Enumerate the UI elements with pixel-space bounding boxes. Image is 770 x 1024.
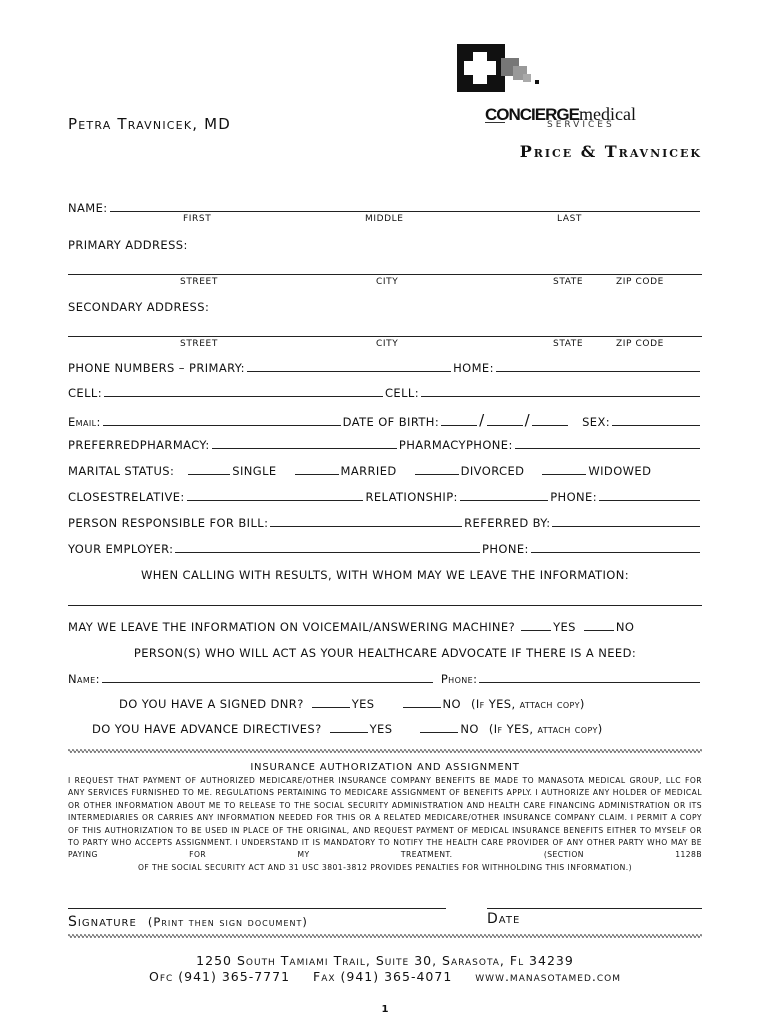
directives-yes-field[interactable] — [330, 732, 368, 733]
footer-website[interactable]: www.manasotamed.com — [475, 969, 621, 984]
dnr-no-label: NO — [442, 697, 461, 711]
single-label: SINGLE — [232, 464, 277, 478]
cell-label-2: CELL: — [385, 386, 419, 400]
voicemail-yes-label: YES — [553, 620, 576, 634]
insurance-title: INSURANCE AUTHORIZATION AND ASSIGNMENT — [250, 762, 520, 773]
email-field[interactable] — [103, 425, 341, 426]
logo — [455, 44, 655, 139]
phone-primary-label: PHONE NUMBERS – PRIMARY: — [68, 361, 245, 375]
sex-field[interactable] — [612, 425, 700, 426]
signature-field[interactable] — [68, 908, 446, 909]
calling-label: WHEN CALLING WITH RESULTS, WITH WHOM MAY WE LEAVE THE INFORMATION: — [140, 568, 630, 582]
pharmacy-phone-label: PHARMACYPHONE: — [398, 438, 513, 452]
voicemail-yes-field[interactable] — [521, 630, 551, 631]
secondary-address-field[interactable] — [68, 336, 702, 337]
primary-address-field[interactable] — [68, 274, 702, 275]
referred-field[interactable] — [552, 526, 700, 527]
footer-fax: Fax (941) 365-4071 — [313, 969, 453, 984]
married-label: MARRIED — [340, 464, 397, 478]
first-label: FIRST — [183, 214, 212, 224]
street-label: STREET — [180, 277, 218, 287]
zip-label: ZIP CODE — [616, 339, 664, 349]
phone-primary-field[interactable] — [247, 371, 451, 372]
brand-bold: CONCIERGE — [485, 105, 579, 124]
insurance-text — [68, 775, 702, 874]
married-field[interactable] — [295, 474, 339, 475]
name-field[interactable] — [110, 211, 700, 212]
dob-label: DATE OF BIRTH: — [342, 415, 440, 429]
city-label: CITY — [376, 339, 399, 349]
middle-label: MIDDLE — [365, 214, 404, 224]
advocate-phone-label: Phone: — [440, 672, 478, 686]
date-field[interactable] — [487, 908, 702, 909]
directives-yes-label: YES — [369, 722, 393, 736]
relationship-field[interactable] — [460, 500, 548, 501]
voicemail-no-label: NO — [615, 620, 635, 634]
employer-field[interactable] — [175, 552, 480, 553]
referred-label: REFERRED BY: — [464, 516, 551, 530]
cell-field-1[interactable] — [104, 396, 383, 397]
directives-label: DO YOU HAVE ADVANCE DIRECTIVES? — [92, 722, 322, 736]
dnr-no-field[interactable] — [403, 707, 441, 708]
pharmacy-label: PREFERREDPHARMACY: — [68, 438, 210, 452]
pharmacy-phone-field[interactable] — [515, 448, 700, 449]
employer-phone-label: PHONE: — [482, 542, 529, 556]
closest-relative-label: CLOSESTRELATIVE: — [68, 490, 185, 504]
name-label: NAME: — [68, 201, 108, 215]
page-number: 1 — [381, 1004, 389, 1015]
relative-phone-label: PHONE: — [550, 490, 597, 504]
email-label: Email: — [68, 415, 101, 429]
insurance-last-line: OF THE SOCIAL SECURITY ACT AND 31 USC 3801-3812 PROVIDES PENALTIES FOR WITHHOLDING THIS INFORMATION.) — [137, 862, 633, 872]
footer-office-phone: Ofc (941) 365-7771 — [148, 969, 291, 984]
brand-light: medical — [578, 104, 636, 124]
medical-cross-icon — [457, 44, 547, 102]
footer-address: 1250 South Tamiami Trail, Suite 30, Sarasota, Fl 34239 — [196, 953, 574, 968]
street-label: STREET — [180, 339, 218, 349]
secondary-address-label: SECONDARY ADDRESS: — [68, 300, 210, 314]
date-label: Date — [487, 911, 521, 927]
responsible-label: PERSON RESPONSIBLE FOR BILL: — [68, 516, 269, 530]
dnr-yes-field[interactable] — [312, 707, 350, 708]
dob-day-field[interactable] — [487, 425, 523, 426]
divorced-label: DIVORCED — [460, 464, 525, 478]
wavy-divider — [68, 933, 702, 938]
dob-month-field[interactable] — [441, 425, 477, 426]
primary-address-label: PRIMARY ADDRESS: — [68, 238, 188, 252]
wavy-divider — [68, 748, 702, 753]
single-field[interactable] — [188, 474, 230, 475]
directives-no-label: NO — [460, 722, 479, 736]
voicemail-label: MAY WE LEAVE THE INFORMATION ON VOICEMAIL/ANSWERING MACHINE? — [68, 620, 516, 634]
signature-note: (Print then sign document) — [147, 915, 308, 929]
responsible-field[interactable] — [270, 526, 462, 527]
dob-slash: / — [524, 411, 531, 429]
advocate-phone-field[interactable] — [479, 682, 700, 683]
employer-phone-field[interactable] — [531, 552, 700, 553]
doctor-name: Petra Travnicek, MD — [68, 115, 232, 133]
practice-name: Price & Travnicek — [519, 142, 702, 161]
zip-label: ZIP CODE — [616, 277, 664, 287]
insurance-paragraph: I REQUEST THAT PAYMENT OF AUTHORIZED MEDICARE/OTHER INSURANCE COMPANY BENEFITS BE MADE TO MANASOTA MEDICAL GROUP, LLC FOR ANY SERVICES FURNISHED TO ME. REGULATIONS PERTAINING TO MEDICARE ASSIGNMENT OF BENEFITS APPLY. I AUTHORIZE ANY HOLDER OF MEDICAL OR OTHER INFORMATION ABOUT ME TO RELEASE TO THE SOCIAL SECURITY ADMINISTRATION AND HEALTH CARE FINANCING ADMINISTRATION OR ITS INTERMEDIARIES OR CARRIES ANY INFORMATION NEEDED FOR THIS OR A RELATED MEDICARE/OTHER INSURANCE COMPANY CLAIM. I PERMIT A COPY OF THIS AUTHORIZATION TO BE USED IN PLACE OF THE ORIGINAL, AND REQUEST PAYMENT OF MEDICAL INSURANCE BENEFITS EITHER TO MYSELF OR TO PARTY WHO ACCEPTS ASSIGNMENT. I UNDERSTAND IT IS MANDATORY TO NOTIFY THE HEALTH CARE PROVIDER OF ANY OTHER PARTY WHO MAY BE PAYING FOR MY TREATMENT. (SECTION 1128B — [68, 776, 702, 860]
closest-relative-field[interactable] — [187, 500, 364, 501]
cell-label: CELL: — [68, 386, 102, 400]
dnr-label: DO YOU HAVE A SIGNED DNR? — [119, 697, 304, 711]
state-label: STATE — [553, 277, 584, 287]
dob-slash: / — [479, 411, 485, 429]
widowed-field[interactable] — [542, 474, 586, 475]
divorced-field[interactable] — [415, 474, 459, 475]
directives-attach-note: (If YES, attach copy) — [488, 722, 603, 736]
dnr-attach-note: (If YES, attach copy) — [470, 697, 585, 711]
marital-label: MARITAL STATUS: — [68, 464, 175, 478]
pharmacy-field[interactable] — [212, 448, 397, 449]
advocate-name-field[interactable] — [102, 682, 433, 683]
voicemail-no-field[interactable] — [584, 630, 614, 631]
widowed-label: WIDOWED — [588, 464, 652, 478]
dnr-yes-label: YES — [351, 697, 375, 711]
brand-services: SERVICES — [547, 120, 615, 130]
sex-label: SEX: — [582, 415, 610, 429]
advocate-name-label: Name: — [68, 672, 100, 686]
last-label: LAST — [557, 214, 582, 224]
dob-year-field[interactable] — [532, 425, 568, 426]
home-phone-field[interactable] — [496, 371, 700, 372]
relative-phone-field[interactable] — [599, 500, 700, 501]
employer-label: YOUR EMPLOYER: — [68, 542, 174, 556]
city-label: CITY — [376, 277, 399, 287]
advocate-label: PERSON(S) WHO WILL ACT AS YOUR HEALTHCARE ADVOCATE IF THERE IS A NEED: — [133, 646, 637, 660]
home-label: HOME: — [453, 361, 494, 375]
state-label: STATE — [553, 339, 584, 349]
cell-field-2[interactable] — [421, 396, 700, 397]
directives-no-field[interactable] — [420, 732, 458, 733]
relationship-label: RELATIONSHIP: — [365, 490, 458, 504]
calling-field[interactable] — [68, 605, 702, 606]
signature-label: Signature — [68, 914, 137, 930]
